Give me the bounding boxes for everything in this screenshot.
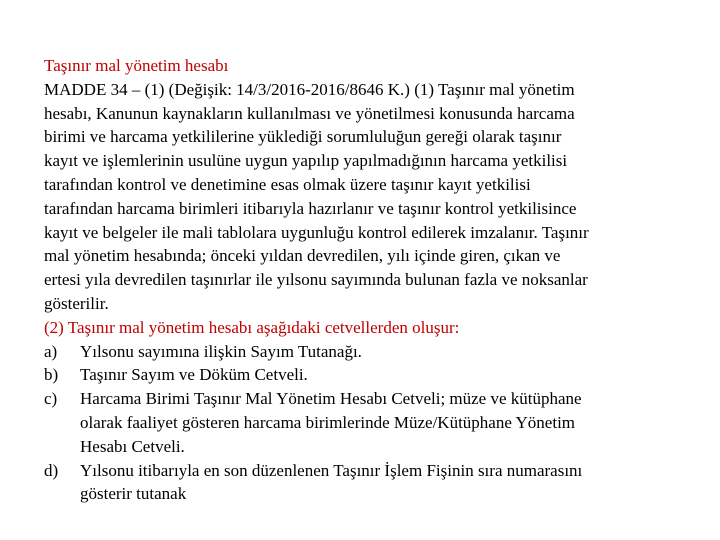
regulation-text [44, 54, 694, 506]
list-item-text: Harcama Birimi Taşınır Mal Yönetim Hesabı Cetveli; müze ve kütüphane [80, 389, 582, 409]
list-item-text: Yılsonu itibarıyla en son düzenlenen Taşınır İşlem Fişinin sıra numarasını [80, 460, 583, 480]
list-marker: b) [44, 365, 59, 385]
paragraph-line: gösterilir. [44, 293, 109, 313]
paragraph-line: mal yönetim hesabında; önceki yıldan devredilen, yılı içinde giren, çıkan ve [44, 246, 561, 266]
list-item [44, 387, 694, 458]
list-item-text: gösterir tutanak [80, 484, 187, 504]
paragraph-line: kayıt ve işlemlerinin usulüne uygun yapılıp yapılmadığının harcama yetkilisi [44, 151, 568, 171]
list-item [44, 363, 694, 387]
paragraph-line: tarafından kontrol ve denetimine esas olmak üzere taşınır kayıt yetkilisi [44, 174, 531, 194]
section-title: Taşınır mal yönetim hesabı [44, 56, 229, 75]
list-marker: c) [44, 389, 58, 409]
article-paragraph [44, 78, 694, 316]
paragraph-line: ertesi yıla devredilen taşınırlar ile yılsonu sayımında bulunan fazla ve noksanlar [44, 270, 588, 290]
cetvel-list [44, 340, 694, 507]
list-item-text: olarak faaliyet gösteren harcama birimlerinde Müze/Kütüphane Yönetim [80, 412, 576, 432]
list-marker: d) [44, 460, 59, 480]
list-subheading: (2) Taşınır mal yönetim hesabı aşağıdaki cetvellerden oluşur: [44, 317, 460, 337]
list-item [44, 340, 694, 364]
paragraph-line: hesabı, Kanunun kaynakların kullanılması ve yönetilmesi konusunda harcama [44, 103, 575, 123]
paragraph-line: tarafından harcama birimleri itibarıyla hazırlanır ve taşınır kontrol yetkilisince [44, 198, 577, 218]
list-item-text: Yılsonu sayımına ilişkin Sayım Tutanağı. [80, 341, 362, 361]
paragraph-line: MADDE 34 – (1) (Değişik: 14/3/2016-2016/8646 K.) (1) Taşınır mal yönetim [44, 79, 575, 99]
list-marker: a) [44, 341, 58, 361]
list-item-text: Taşınır Sayım ve Döküm Cetveli. [80, 365, 308, 385]
paragraph-line: birimi ve harcama yetkililerine yüklediği sorumluluğun gereği olarak taşınır [44, 127, 562, 147]
list-item-text: Hesabı Cetveli. [80, 436, 185, 456]
paragraph-line: kayıt ve belgeler ile mali tablolara uygunluğu kontrol edilerek imzalanır. Taşınır [44, 222, 589, 242]
list-item [44, 459, 694, 507]
